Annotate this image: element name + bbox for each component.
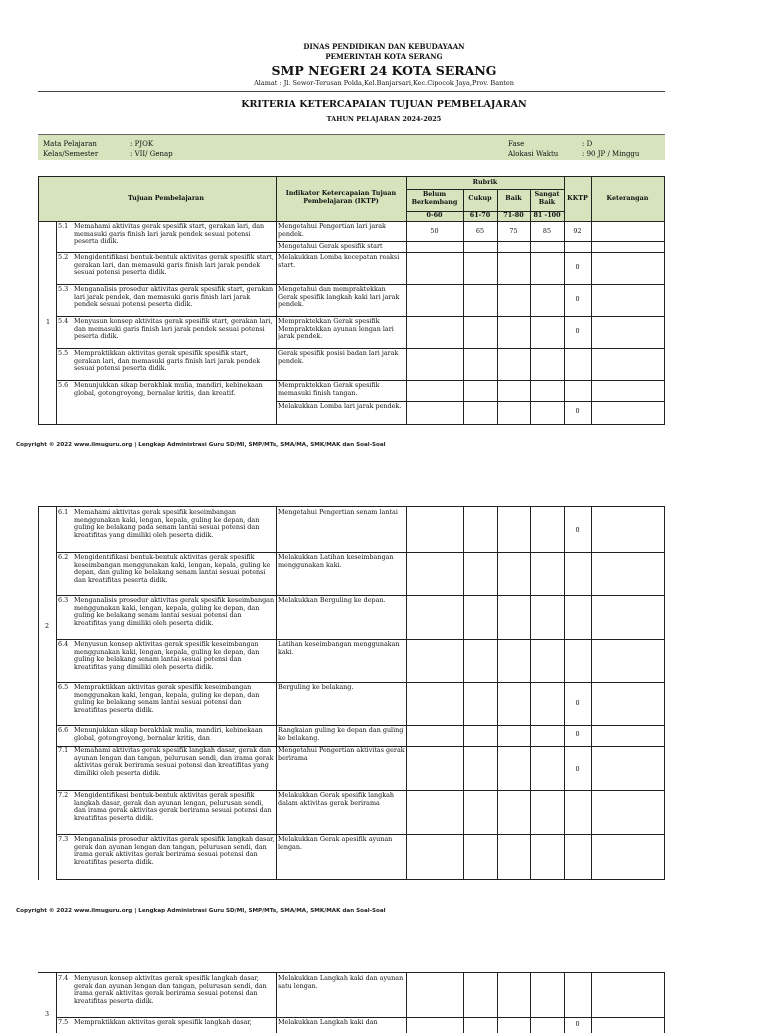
col-header-cukup: Cukup (468, 195, 492, 202)
indicator-text: Melakukkan Langkah kaki dan ayunan satu lengan. (278, 975, 404, 990)
tp-text: Mengidentifikasi bentuk-bentuk aktivitas gerak spesifik keseimbangan menggunakan kaki, lengan, kepala, guling ke depan, dan guling ke belakang senam lantai sesuai potensi dan kreatifitas peserta didik. (74, 554, 271, 584)
col-header-kktp: KKTP (567, 195, 588, 202)
tp-text: Memahami aktivitas gerak spesifik start, gerakan lari, dan memasuki garis finish lari jarak pendek sesuai potensi peserta didik. (74, 223, 265, 246)
class-label: Kelas/Semester (43, 150, 99, 158)
range-2: 61-70 (469, 212, 491, 219)
kktp-table (38, 176, 665, 425)
time-value: : 90 JP / Minggu (582, 150, 640, 158)
indicator-text: Melakukkan Gerak apesifik ayunan lengan. (278, 836, 393, 851)
range-4: 81 -100 (533, 212, 561, 219)
tp-number: 5.1 (58, 223, 69, 230)
indicator-text: Melakukkan Lomba kecepatan reaksi start. (278, 254, 400, 269)
indicator-text: Mempraktekkan Gerak spesifik Mempraktekkan ayunan lengan lari jarak pendek. (278, 318, 394, 341)
indicator-text: Rangkaian guling ke depan dan guling ke belakang. (278, 727, 404, 742)
tp-text: Mempraktikkan aktivitas gerak spesifik keseimbangan menggunakan kaki, lengan, kepala, guling ke depan, dan guling ke belakang senam lantai sesuai potensi dan kreatifitas peserta didik. (74, 684, 260, 714)
school-name: SMP NEGERI 24 KOTA SERANG (271, 63, 497, 78)
document-year: TAHUN PELAJARAN 2024-2025 (326, 115, 442, 123)
tp-number: 6.3 (58, 597, 69, 604)
time-label: Alokasi Waktu (508, 150, 559, 158)
kktp-value: 0 (575, 527, 580, 534)
subject-label: Mata Pelajaran (43, 140, 97, 148)
indicator-text: Latihan keseimbangan menggunakan kaki. (278, 641, 400, 656)
score-sangat-baik: 85 (542, 228, 552, 235)
section-number: 1 (46, 319, 51, 326)
col-header-rubrik: Rubrik (472, 179, 498, 186)
header-gov: PEMERINTAH KOTA SERANG (325, 52, 443, 61)
tp-text: Mempraktikkan aktivitas gerak spesifik langkah dasar, (74, 1019, 252, 1026)
col-header-belum: Belum Berkembang (411, 191, 458, 206)
tp-text: Menganalisis prosedur aktivitas gerak spesifik start, gerakan lari jarak pendek, dan memasuki garis finish lari jarak pendek sesuai potensi peserta didik. (74, 286, 274, 309)
tp-number: 6.1 (58, 509, 69, 516)
tp-number: 5.2 (58, 254, 69, 261)
range-3: 71-80 (503, 212, 524, 219)
indicator-text: Melakukkan Latihan keseimbangan menggunakan kaki. (278, 554, 394, 569)
col-header-iktp: Indikator Ketercapaian Tujuan Pembelajaran (IKTP) (285, 190, 397, 205)
section-number: 3 (45, 1011, 50, 1018)
copyright-footer-2: Copyright © 2022 www.ilmuguru.org | Lengkap Administrasi Guru SD/MI, SMP/MTs, SMA/MA, SMK/MAK dan Soal-Soal (16, 908, 386, 914)
indicator-text: Melakukkan Gerak spesifik langkah dalam aktivitas gerak berirama (278, 792, 395, 807)
indicator-text: Mengetahui Pengertian lari jarak pendek. (278, 223, 386, 238)
subject-value: : PJOK (130, 140, 154, 148)
tp-text: Menunjukkan sikap berakhlak mulia, mandiri, kebinekaan global, gotongroyong, bernalar kritis, dan kreatif. (74, 382, 263, 397)
indicator-text: Mengetahui Pengertian aktivitas gerak berirama (278, 747, 405, 762)
tp-number: 5.3 (58, 286, 69, 293)
tp-text: Menyusun konsep aktivitas gerak spesifik start, gerakan lari, dan memasuki garis finish lari jarak pendek sesuai potensi peserta didik. (74, 318, 273, 341)
tp-number: 5.6 (58, 382, 69, 389)
tp-text: Menyusun konsep aktivitas gerak spesifik keseimbangan menggunakan kaki, lengan, kepala, guling ke depan, dan guling ke belakang senam lantai sesuai potensi dan kreatifitas yang dimiliki oleh peserta didik. (74, 641, 260, 671)
tp-number: 7.4 (58, 975, 69, 982)
tp-text: Memahami aktivitas gerak spesifik langkah dasar, gerak dan ayunan lengan dan tangan, pelurusan sendi, dan irama gerak aktivitas gerak berirama sesuai potensi dan kreatifitas yang dimiliki oleh peserta didik. (74, 747, 274, 777)
indicator-text: Mengetahui Pengertian senam lantai (278, 509, 398, 516)
kktp-value: 0 (575, 700, 580, 707)
score-belum: 50 (430, 228, 439, 235)
indicator-text: Gerak spesifik posisi badan lari jarak pendek. (278, 350, 399, 365)
col-header-sangat-baik: Sangat Baik (534, 191, 560, 206)
tp-text: Mengidentifikasi bentuk-bentuk aktivitas gerak spesifik langkah dasar, gerak dan ayunan lengan, pelurusan sendi, dan irama gerak aktivitas gerak berirama sesuai potensi dan kreatifitas peserta didik. (74, 792, 272, 822)
kktp-value: 0 (575, 766, 580, 773)
class-value: : VII/ Genap (130, 150, 173, 158)
document-title: KRITERIA KETERCAPAIAN TUJUAN PEMBELAJARAN (241, 99, 527, 110)
range-1: 0-60 (426, 212, 443, 219)
tp-text: Menyusun konsep aktivitas gerak spesifik langkah dasar, gerak dan ayunan lengan dan tangan, pelurusan sendi, dan irama gerak aktivitas gerak berirama sesuai potensi dan kreatifitas peserta didik. (74, 975, 267, 1005)
tp-number: 6.5 (58, 684, 69, 691)
copyright-footer: Copyright © 2022 www.ilmuguru.org | Lengkap Administrasi Guru SD/MI, SMP/MTs, SMA/MA, SMK/MAK dan Soal-Soal (16, 442, 386, 448)
indicator-text: Melakukkan Lomba lari jarak pendek. (278, 403, 402, 410)
col-header-keterangan: Keterangan (606, 195, 649, 202)
indicator-text: Melakukkan Langkah kaki dan (278, 1019, 378, 1026)
tp-number: 7.1 (58, 747, 69, 754)
phase-label: Fase (508, 140, 525, 148)
tp-text: Menganalisis prosedur aktivitas gerak spesifik langkah dasar, gerak dan ayunan lengan dan tangan, pelurusan sendi, dan irama gerak aktivitas gerak berirama sesuai potensi dan kreatifitas peserta didik. (74, 836, 275, 866)
score-cukup: 65 (475, 228, 485, 235)
col-header-baik: Baik (505, 195, 522, 202)
indicator-text: Mengetahui dan mempraktekkan Gerak spesifik langkah kaki lari jarak pendek. (278, 286, 400, 309)
col-header-tp: Tujuan Pembelajaran (128, 195, 204, 202)
kktp-value: 0 (575, 731, 580, 738)
tp-text: Menganalisis prosedur aktivitas gerak spesifik keseimbangan menggunakan kaki, lengan, kepala, guling ke depan, dan guling ke belakang senam lantai sesuai potensi dan kreatifitas yang dimiliki oleh peserta didik. (74, 597, 275, 627)
tp-text: Memahami aktivitas gerak spesifik keseimbangan menggunakan kaki, lengan, kepala, guling ke depan, dan guling ke belakang pada senam lantai sesuai potensi dan kreatifitas yang dimiliki oleh peserta didik. (74, 509, 260, 539)
kktp-value: 0 (575, 296, 580, 303)
tp-number: 6.6 (58, 727, 69, 734)
kktp-value: 0 (575, 328, 580, 335)
tp-number: 5.5 (58, 350, 69, 357)
tp-text: Menunjukkan sikap berakhlak mulia, mandiri, kebinekaan global, gotongroyong, bernalar kritis, dan (74, 727, 263, 742)
tp-number: 7.3 (58, 836, 69, 843)
kktp-table-page-2 (38, 506, 665, 880)
kktp-value: 0 (575, 408, 580, 415)
tp-number: 7.5 (58, 1019, 69, 1026)
header-divider (38, 91, 665, 92)
phase-value: : D (582, 140, 593, 148)
tp-text: Mempraktikkan aktivitas gerak spesifik spesifik start, gerakan lari, dan memasuki garis finish lari jarak pendek sesuai potensi peserta didik. (74, 350, 261, 373)
kktp-value: 0 (575, 1021, 580, 1028)
tp-number: 6.2 (58, 554, 69, 561)
indicator-text: Mengetahui Gerak spesifik start (278, 243, 383, 250)
indicator-text: Melakukkan Berguling ke depan. (278, 597, 386, 604)
indicator-text: Berguling ke belakang. (278, 684, 354, 691)
school-address: Alamat : Jl. Sewor-Terusan Polda,Kel.Banjarsari,Kec.Cipocok Jaya,Prov. Banten (254, 79, 514, 87)
tp-number: 7.2 (58, 792, 69, 799)
kktp-value: 92 (573, 228, 582, 235)
indicator-text: Mempraktekkan Gerak spesifik memasuki finish tangan. (278, 382, 380, 397)
score-baik: 75 (509, 228, 518, 235)
section-number: 2 (45, 623, 50, 630)
kktp-value: 0 (575, 264, 580, 271)
tp-number: 6.4 (58, 641, 69, 648)
tp-number: 5.4 (58, 318, 69, 325)
info-band (38, 134, 665, 160)
header-dept: DINAS PENDIDIKAN DAN KEBUDAYAAN (303, 42, 465, 51)
tp-text: Mengidentifikasi bentuk-bentuk aktivitas gerak spesifik start, gerakan lari, dan memasuki garis finish lari jarak pendek sesuai potensi peserta didik. (74, 254, 274, 277)
